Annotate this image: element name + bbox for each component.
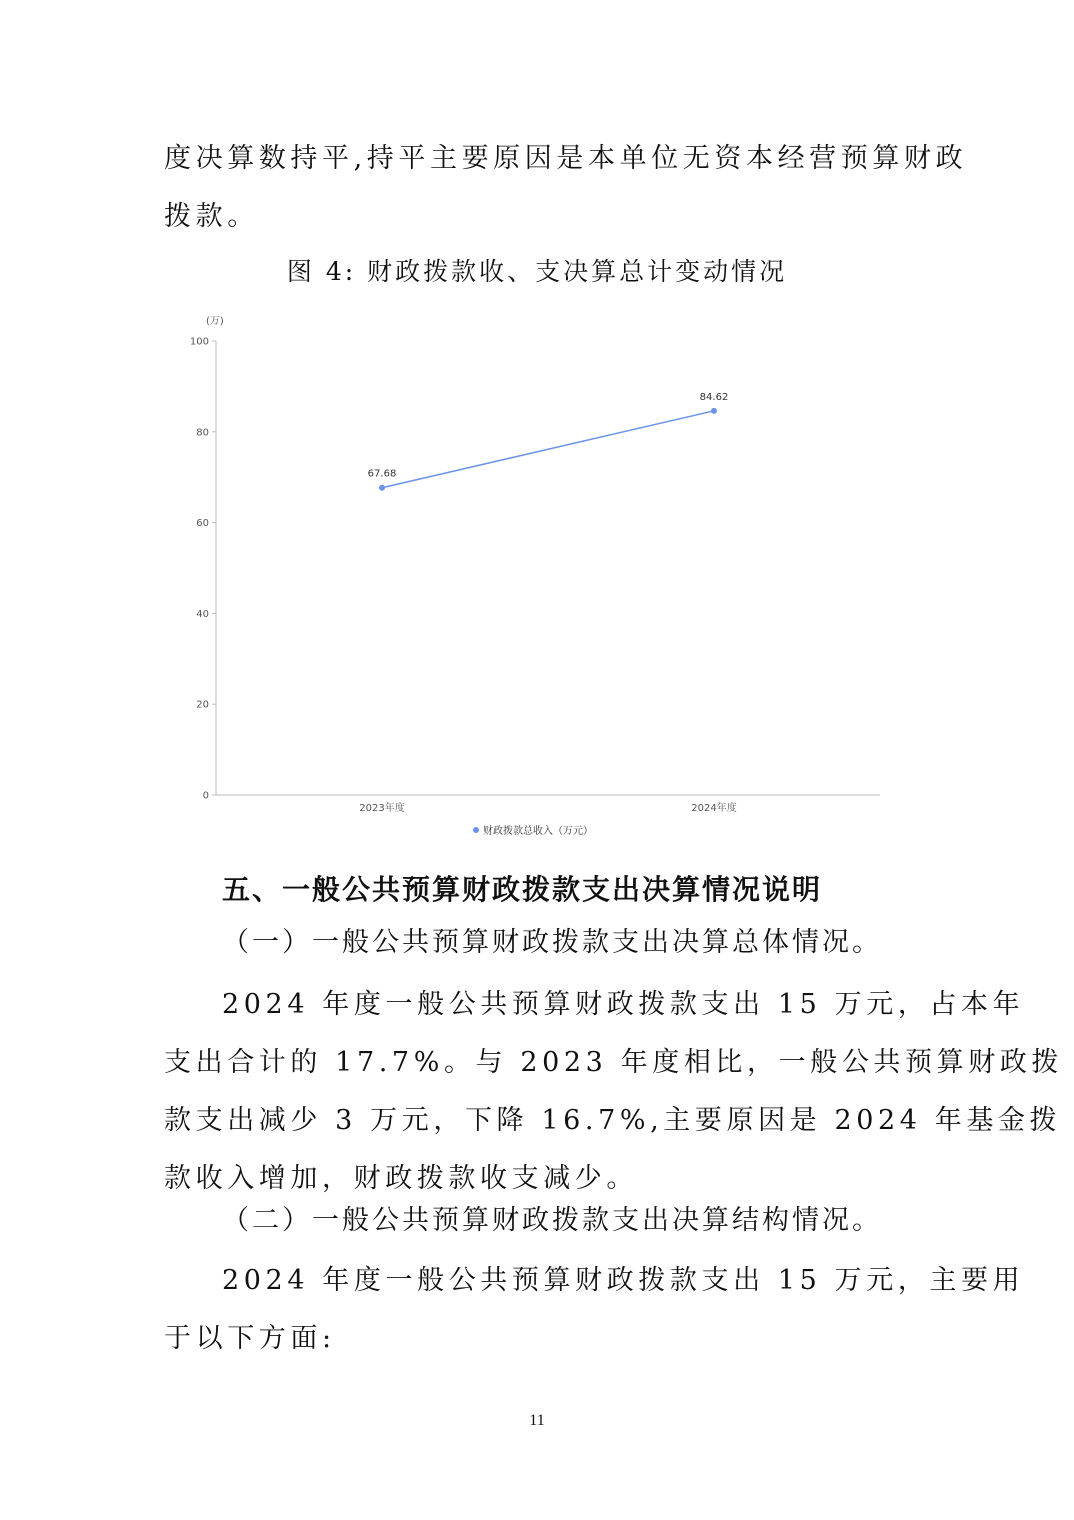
text-line: 款支出减少 3 万元，下降 16.7%,主要原因是 2024 年基金拨: [164, 1105, 1062, 1136]
subsection-heading: （二）一般公共预算财政拨款支出决算结构情况。: [222, 1205, 882, 1236]
series-line: [382, 411, 714, 488]
data-point: [711, 408, 717, 414]
page-number: 11: [529, 1412, 545, 1429]
text-line: 于以下方面:: [164, 1323, 336, 1354]
subsection-heading: （一）一般公共预算财政拨款支出决算总体情况。: [222, 927, 882, 958]
body-paragraph: [164, 976, 1064, 1208]
text-line: 度决算数持平,持平主要原因是本单位无资本经营预算财政: [164, 143, 968, 174]
data-label: 67.68: [367, 468, 397, 480]
data-label: 84.62: [699, 391, 729, 403]
text-line: 款收入增加，财政拨款收支减少。: [164, 1163, 638, 1194]
y-unit-label: (万): [206, 316, 224, 327]
x-tick-label: 2023年度: [359, 803, 405, 814]
section-heading: 五、一般公共预算财政拨款支出决算情况说明: [222, 873, 823, 906]
text-line: 拨款。: [164, 201, 259, 232]
y-tick-label: 20: [196, 699, 209, 711]
x-tick-label: 2024年度: [691, 803, 737, 814]
line-chart: [180, 305, 900, 850]
data-point: [379, 485, 385, 491]
legend-marker: [473, 827, 479, 833]
y-tick-label: 0: [202, 790, 209, 802]
legend: [473, 824, 593, 837]
figure-caption: 图 4: 财政拨款收、支决算总计变动情况: [286, 257, 788, 286]
text-line: 支出合计的 17.7%。与 2023 年度相比，一般公共预算财政拨: [164, 1047, 1064, 1078]
y-tick-label: 60: [196, 518, 209, 530]
series-line-group: [368, 392, 729, 491]
legend-label: 财政拨款总收入（万元）: [483, 826, 593, 837]
y-axis: [190, 337, 216, 802]
y-tick-label: 80: [196, 427, 209, 439]
y-tick-label: 100: [189, 336, 209, 348]
intro-paragraph: [164, 130, 968, 246]
text-line: 2024 年度一般公共预算财政拨款支出 15 万元，主要用: [222, 1265, 1025, 1296]
x-axis: [216, 795, 880, 814]
y-tick-label: 40: [196, 608, 209, 620]
text-line: 2024 年度一般公共预算财政拨款支出 15 万元，占本年: [222, 989, 1025, 1020]
body-paragraph: [164, 1252, 1025, 1368]
